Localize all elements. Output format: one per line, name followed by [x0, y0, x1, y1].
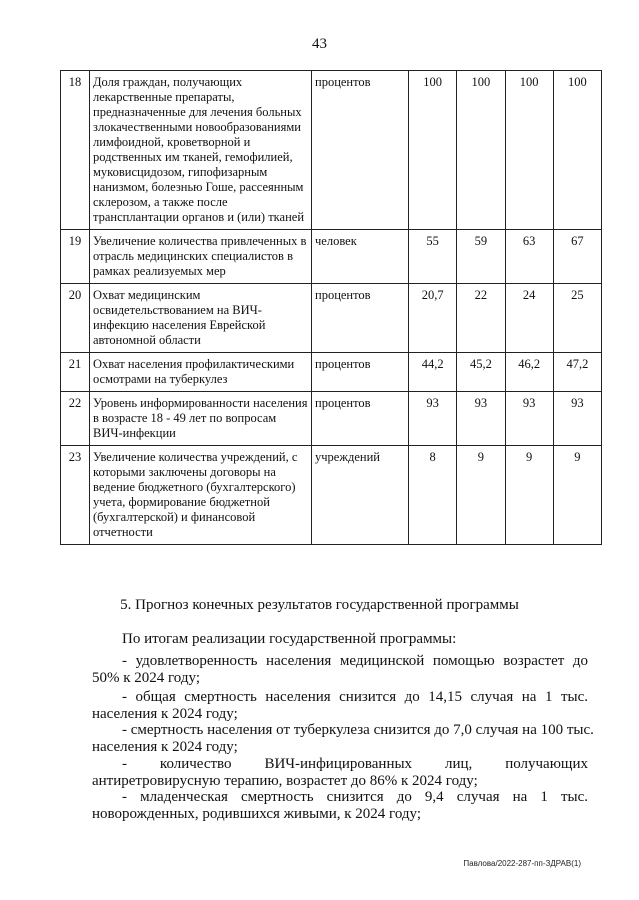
section-title: 5. Прогноз конечных результатов государственной программы [120, 597, 519, 613]
list-item-line: населения к 2024 году; [92, 706, 238, 722]
section-intro [92, 631, 588, 648]
indicator-name: Увеличение количества привлеченных в отрасль медицинских специалистов в рамках реализуемых мер [90, 230, 312, 284]
value-cell: 100 [409, 71, 457, 230]
row-number: 19 [61, 230, 90, 284]
value-cell: 9 [505, 446, 553, 545]
value-cell: 93 [505, 392, 553, 446]
value-cell: 25 [553, 284, 601, 353]
list-item-line: 50% к 2024 году; [92, 670, 200, 686]
list-item [92, 689, 588, 723]
indicator-name: Доля граждан, получающих лекарственные препараты, предназначенные для лечения больных злокачественными новообразованиями лимфоидной, кроветворной и родственных им тканей, гемофилией, муковисцидозом, гипофизарным нанизмом, болезнью Гоше, рассеянным склерозом, а также после трансплантации органов и (или) тканей [90, 71, 312, 230]
value-cell: 8 [409, 446, 457, 545]
table-row [61, 71, 602, 230]
unit: процентов [312, 284, 409, 353]
row-number: 18 [61, 71, 90, 230]
table-row [61, 230, 602, 284]
value-cell: 45,2 [457, 353, 505, 392]
value-cell: 63 [505, 230, 553, 284]
list-item [92, 653, 588, 687]
value-cell: 20,7 [409, 284, 457, 353]
unit: процентов [312, 392, 409, 446]
value-cell: 100 [457, 71, 505, 230]
list-item [92, 722, 594, 756]
intro-text: По итогам реализации государственной программы: [122, 631, 457, 647]
unit: человек [312, 230, 409, 284]
value-cell: 93 [553, 392, 601, 446]
list-item-line: антиретровирусную терапию, возрастет до 86% к 2024 году; [92, 773, 478, 789]
row-number: 23 [61, 446, 90, 545]
list-item-line: - количество ВИЧ-инфицированных лиц, получающих [122, 756, 588, 772]
indicator-name: Охват медицинским освидетельствованием на ВИЧ-инфекцию населения Еврейской автономной области [90, 284, 312, 353]
list-item-line: - младенческая смертность снизится до 9,4 случая на 1 тыс. [122, 789, 588, 805]
page-number: 43 [312, 36, 327, 52]
table-row [61, 284, 602, 353]
value-cell: 55 [409, 230, 457, 284]
list-item-line: населения к 2024 году; [92, 739, 238, 755]
value-cell: 100 [505, 71, 553, 230]
list-item [92, 756, 588, 790]
table-row [61, 353, 602, 392]
list-item [92, 789, 588, 823]
value-cell: 9 [553, 446, 601, 545]
unit: процентов [312, 353, 409, 392]
unit: учреждений [312, 446, 409, 545]
value-cell: 93 [409, 392, 457, 446]
table-row [61, 446, 602, 545]
document-code: Павлова/2022-287-пп-ЗДРАВ(1) [463, 859, 581, 868]
value-cell: 22 [457, 284, 505, 353]
value-cell: 59 [457, 230, 505, 284]
value-cell: 24 [505, 284, 553, 353]
list-item-line: - общая смертность населения снизится до 14,15 случая на 1 тыс. [122, 689, 588, 705]
list-item-line: новорожденных, родившихся живыми, к 2024 году; [92, 806, 421, 822]
indicator-name: Охват населения профилактическими осмотрами на туберкулез [90, 353, 312, 392]
value-cell: 100 [553, 71, 601, 230]
indicators-table [60, 70, 602, 545]
unit: процентов [312, 71, 409, 230]
list-item-line: - смертность населения от туберкулеза снизится до 7,0 случая на 100 тыс. [122, 722, 594, 738]
table-row [61, 392, 602, 446]
value-cell: 44,2 [409, 353, 457, 392]
list-item-line: - удовлетворенность населения медицинской помощью возрастет до [122, 653, 588, 669]
value-cell: 93 [457, 392, 505, 446]
row-number: 21 [61, 353, 90, 392]
row-number: 22 [61, 392, 90, 446]
value-cell: 46,2 [505, 353, 553, 392]
indicator-name: Увеличение количества учреждений, с которыми заключены договоры на ведение бюджетного (бухгалтерского) учета, формирование бюджетной (бухгалтерской) и финансовой отчетности [90, 446, 312, 545]
value-cell: 67 [553, 230, 601, 284]
value-cell: 47,2 [553, 353, 601, 392]
row-number: 20 [61, 284, 90, 353]
value-cell: 9 [457, 446, 505, 545]
indicator-name: Уровень информированности населения в возрасте 18 - 49 лет по вопросам ВИЧ-инфекции [90, 392, 312, 446]
